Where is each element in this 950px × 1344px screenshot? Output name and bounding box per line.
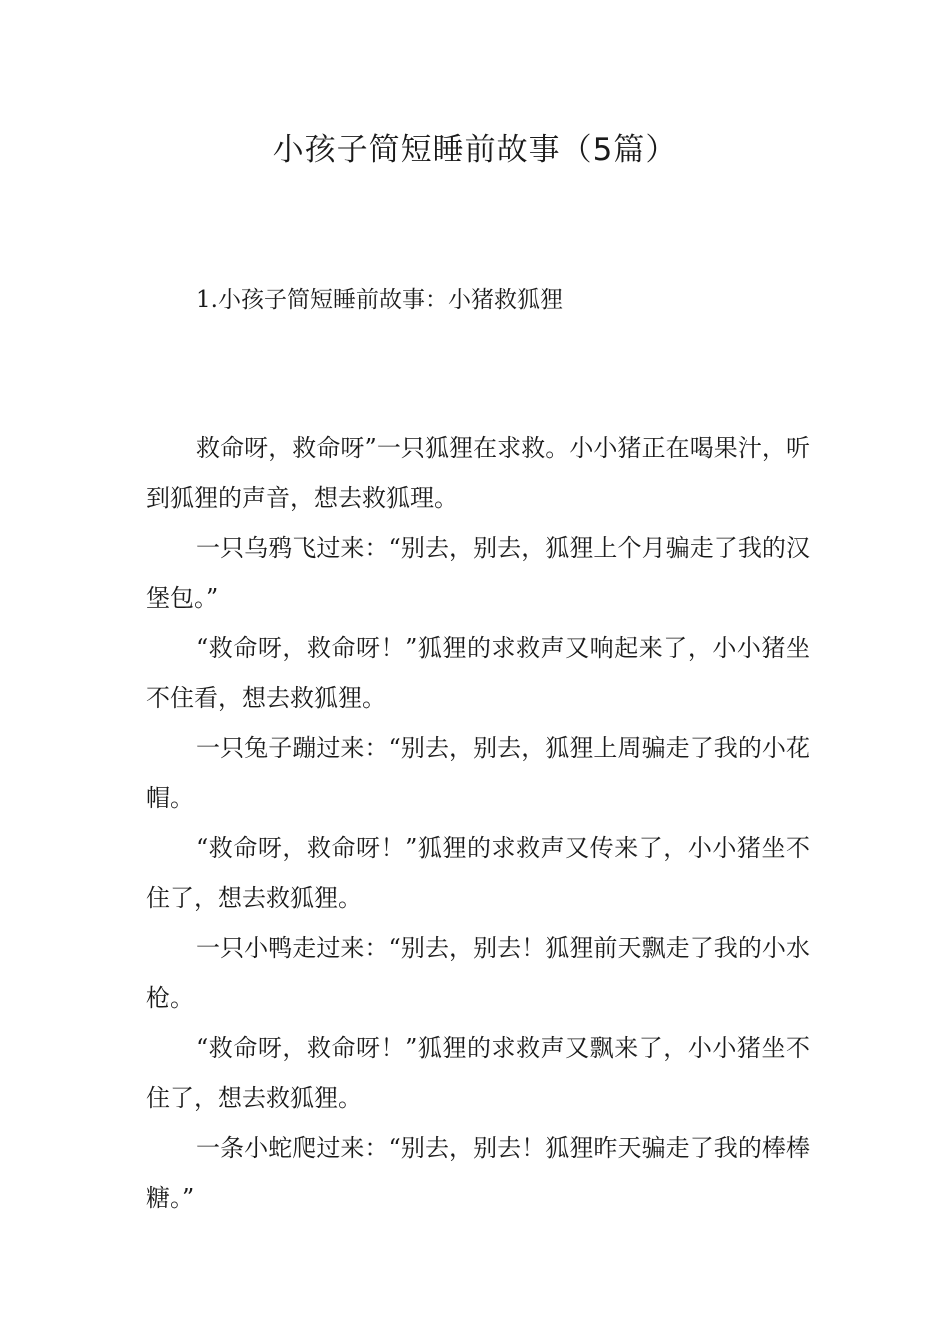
document-title: 小孩子简短睡前故事（5篇） — [272, 132, 678, 168]
paragraph: 一条小蛇爬过来：“别去，别去！狐狸昨天骗走了我的棒棒糖。” — [146, 1134, 810, 1212]
paragraph: “救命呀，救命呀！”狐狸的求救声又传来了，小小猪坐不住了，想去救狐狸。 — [146, 834, 810, 912]
paragraph: 一只乌鸦飞过来：“别去，别去，狐狸上个月骗走了我的汉堡包。” — [146, 534, 810, 612]
paragraph: 一只兔子蹦过来：“别去，别去，狐狸上周骗走了我的小花帽。 — [146, 734, 810, 812]
paragraph: “救命呀，救命呀！”狐狸的求救声又响起来了，小小猪坐不住看，想去救狐狸。 — [146, 634, 810, 712]
paragraph: “救命呀，救命呀！”狐狸的求救声又飘来了，小小猪坐不住了，想去救狐狸。 — [146, 1034, 810, 1112]
section-heading: 1.小孩子简短睡前故事：小猪救狐狸 — [196, 287, 563, 313]
paragraph: 一只小鸭走过来：“别去，别去！狐狸前天飘走了我的小水枪。 — [146, 934, 810, 1012]
story-body — [146, 423, 810, 1223]
paragraph: 救命呀，救命呀”一只狐狸在求救。小小猪正在喝果汁，听到狐狸的声音，想去救狐理。 — [146, 434, 810, 512]
